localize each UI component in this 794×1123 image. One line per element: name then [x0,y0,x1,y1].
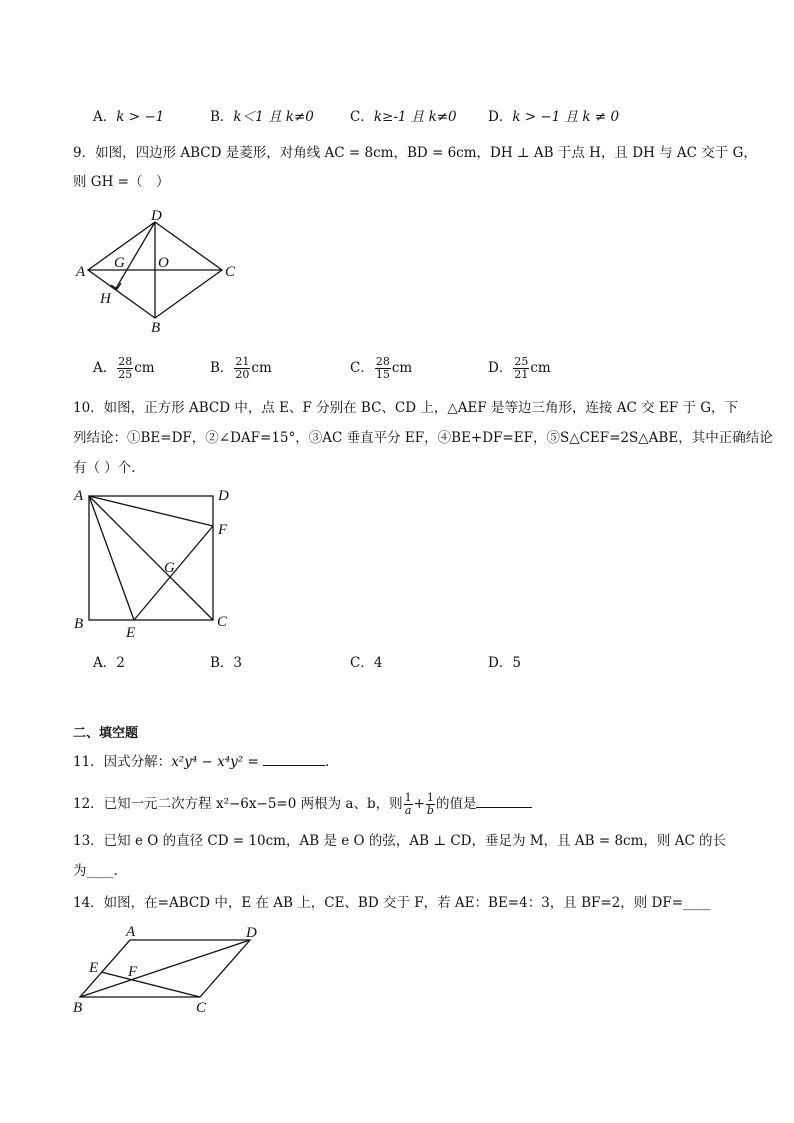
q14-label-a: A [126,924,136,940]
q10-stem-line2: 列结论：①BE=DF，②∠DAF=15°，③AC 垂直平分 EF，④BE+DF=EF，⑤S△CEF=2S△ABE，其中正确结论 [73,430,773,446]
q14-label-c: C [196,1000,207,1016]
q14-label-f: F [128,964,138,980]
q10-label-c: C [217,614,228,630]
q10-label-a: A [74,488,84,504]
q9-stem-line1: 9．如图，四边形 ABCD 是菱形，对角线 AC = 8cm，BD = 6cm，DH ⊥ AB 于点 H，且 DH 与 AC 交于 G， [73,145,757,161]
q10-label-b: B [74,616,84,632]
q13-line1: 13．已知 e O 的直径 CD = 10cm，AB 是 e O 的弦，AB ⊥ CD，垂足为 M，且 AB = 8cm，则 AC 的长 [73,833,727,849]
q9-label-c: C [225,264,236,280]
q10-option-c: C．4 [350,655,383,671]
q12-line: 12．已知一元二次方程 x²−6x−5=0 两根为 a、b，则 $\frac{1}{a}$ + $\frac{1}{b}$ 的值是 [73,792,532,817]
q8-option-b: B．k＜1 且 k≠0 [210,109,314,125]
q10-option-b: B．3 [210,655,243,671]
q8-option-c: C．k≥-1 且 k≠0 [350,109,457,125]
q10-label-f: F [218,522,228,538]
q9-label-o: O [158,255,169,271]
q9-label-b: B [151,320,161,336]
q9-label-a: A [76,264,86,280]
section-title-fill-in: 二、填空题 [73,726,139,741]
q13-line2: 为____. [73,863,118,879]
q10-label-d: D [218,488,229,504]
q9-label-h: H [100,291,111,307]
q14-label-d: D [246,925,257,941]
q9-option-a: A． $\frac{28}{25}$ cm [93,355,155,381]
q10-label-g: G [164,560,175,576]
q9-option-c: C． $\frac{28}{15}$ cm [350,355,413,381]
q10-stem-line1: 10．如图，正方形 ABCD 中，点 E、F 分别在 BC、CD 上，△AEF 是等边三角形，连接 AC 交 EF 于 G，下 [73,400,739,416]
q10-label-e: E [126,625,136,641]
q14-stem: 14．如图，在=ABCD 中，E 在 AB 上，CE、BD 交于 F，若 AE：BE=4：3，且 BF=2，则 DF=____ [73,895,711,911]
q14-label-e: E [89,960,99,976]
q8-option-a: A．k > −1 [93,109,165,125]
q10-option-d: D．5 [488,655,521,671]
q8-option-d: D．k > −1 且 k ≠ 0 [488,109,620,125]
q10-stem-line3: 有（ ）个． [73,460,145,476]
q9-option-b: B． $\frac{21}{20}$ cm [210,355,272,381]
q9-label-g: G [114,255,125,271]
q10-option-a: A．2 [93,655,125,671]
q14-label-b: B [73,1000,83,1016]
q9-label-d: D [151,208,162,224]
q9-option-d: D． $\frac{25}{21}$ cm [488,355,551,381]
q11-line: 11．因式分解：x²y⁴ − x⁴y² = ． [73,754,339,770]
q9-stem-line2: 则 GH =（ ） [73,174,170,190]
